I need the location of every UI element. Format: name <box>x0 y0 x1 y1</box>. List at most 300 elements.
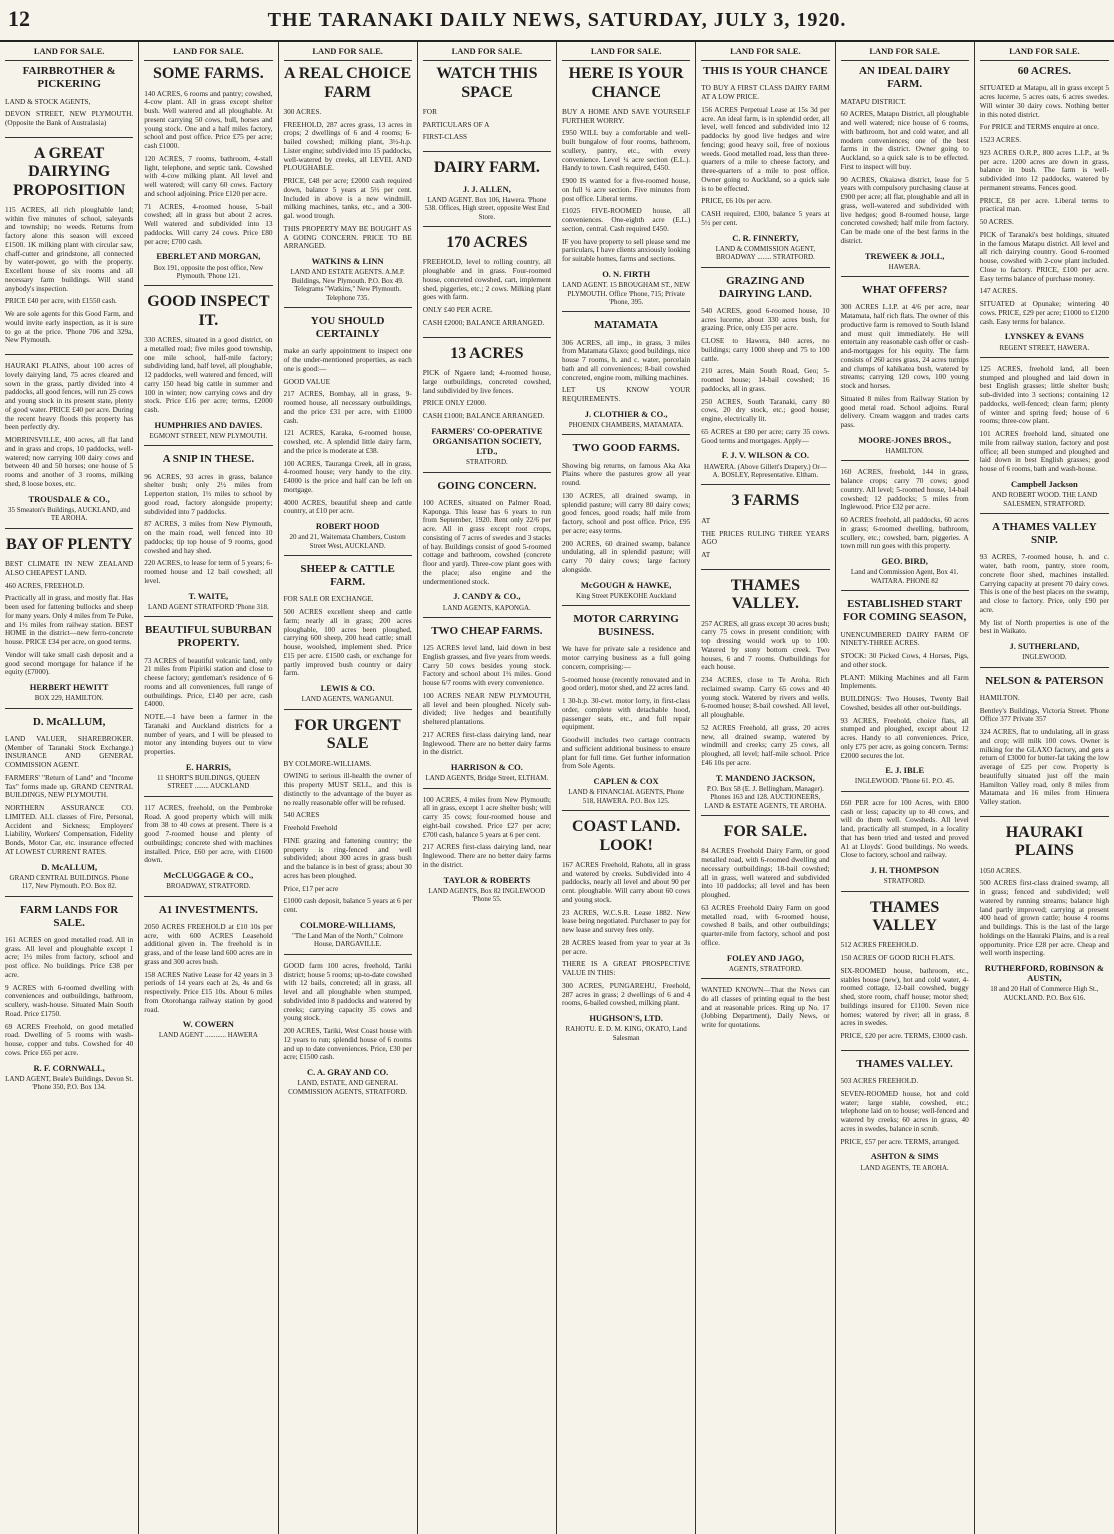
ad-title: FARM LANDS FOR SALE. <box>20 903 119 929</box>
advertisement <box>701 275 829 486</box>
ad-paragraph: 9 ACRES with 6-roomed dwelling with conveniences and outbuildings, bathroom, scullery, wash-house. Situated Main South Road. Price £1750. <box>5 982 134 1018</box>
ad-body <box>144 473 272 586</box>
ad-body <box>423 644 551 757</box>
ad-paragraph: 63 ACRES Freehold Dairy Farm on good metalled road, with 6-roomed house, cowshed 8 bails, and other outbuildings; quarter-mile from factory, school and post office. <box>701 902 830 947</box>
ad-paragraph: 1 30-h.p. 30-cwt. motor lorry, in first-class order, complete with detachable hood, passenger seats, etc., and full repair equipment. <box>562 696 691 732</box>
ad-paragraph: PLANT: Milking Machines and all Farm Implements. <box>840 672 969 691</box>
ad-paragraph: ONLY £40 PER ACRE. <box>422 305 493 315</box>
ad-agent-name: E. HARRIS, <box>185 761 231 772</box>
ad-paragraph: 120 ACRES, 7 rooms, bathroom, 4-stall light, telephone, and septic tank. Cowshed with 4-cow milking plant. All level and well watered; will carry 60 cows. Factory and school adjoining. Price £120 per acre. <box>144 153 273 198</box>
column-8 <box>975 42 1114 1534</box>
ad-paragraph: 23 ACRES, W.C.S.R. Lease 1882. New lease being negotiated. Purchaser to pay for new lease and survey fees only. <box>562 907 691 935</box>
advertisement <box>284 962 412 1101</box>
ad-paragraph: We have for private sale a residence and motor carrying business as a full going concern, comprising:— <box>562 644 691 671</box>
ad-contact: REGENT STREET, HAWERA. <box>999 343 1090 352</box>
newspaper-title: THE TARANAKI DAILY NEWS, SATURDAY, JULY 3, 1920. <box>267 8 847 31</box>
ad-body <box>5 560 133 677</box>
ad-paragraph: 200 ACRES, 60 drained swamp, balance undulating, all in splendid pasture; will carry 70 dairy cows; large factory alongside. <box>562 538 691 574</box>
ad-agent-name: RUTHERFORD, ROBINSON & AUSTIN, <box>984 963 1104 984</box>
advertisement <box>5 65 133 138</box>
ad-paragraph: 65 ACRES at £80 per acre; carry 35 cows. Good terms and mortgages. Apply— <box>701 426 830 445</box>
ad-agent-name: GEO. BIRD, <box>881 556 928 567</box>
ad-paragraph: FREEHOLD, 287 acres grass, 13 acres in crops; 2 dwellings of 6 and 4 rooms; 6-bailed cowshed; milking plant, 3½-h.p. Lister engine; subdivided into 15 paddocks, well-watered by creeks, all LEVEL AND PLOUGHABLE. <box>283 119 412 173</box>
ad-paragraph: £950 WILL buy a comfortable and well-built bungalow of four rooms, bathroom, scullery, pantry, etc., with every convenience. Level ¼ acre section (E.L.). Handy to town. Cash required, £450. <box>562 128 691 173</box>
ad-paragraph: SEVEN-ROOMED house, hot and cold water; large stable, cowshed, etc.; telephone laid on to house; well-fenced and watered by creeks; 60 acres in grass, 40 acres in swedes, balance in scrub. <box>840 1088 969 1133</box>
ad-contact: LAND AGENTS, WANGANUI. <box>301 695 394 704</box>
advertisement <box>701 986 829 1039</box>
ad-agent-name: TREWEEK & JOLL, <box>864 250 945 261</box>
ad-paragraph: UNENCUMBERED DAIRY FARM OF NINETY-THREE ACRES. <box>840 629 969 648</box>
ad-agent-name: J. SUTHERLAND, <box>1009 641 1080 652</box>
ad-body <box>5 936 133 1058</box>
advertisement <box>701 492 829 569</box>
ad-paragraph: NOTE.—I have been a farmer in the Taranaki and Auckland districts for a number of years, and I will be pleased to motor any intending buyers out to view properties. <box>144 712 273 757</box>
ad-body <box>423 796 551 870</box>
ad-paragraph: 540 ACRES, good 6-roomed house, 10 acres lucerne, about 330 acres bush, for grazing. Price, only £35 per acre. <box>701 305 830 333</box>
ad-body <box>144 657 272 757</box>
ad-paragraph: PICK of Taranaki's best holdings, situated in the famous Matapu district. All level and all rich dairying country. Good 6-roomed house, cowshed with 2-cow plant included. Close to factory. PRICE, £100 per acre. Easy terms balance of purchase money. <box>979 229 1109 283</box>
ad-paragraph: 60 ACRES, Matapu District, all ploughable and well watered; nice house of 6 rooms, with bathroom, hot and cold water, and all modern conveniences; one of the best farms in the district. Owner going to Auckland, so a quick sale is to be effected. First to inspect will buy. <box>840 109 969 171</box>
ad-body <box>841 303 969 430</box>
ad-paragraph: For PRICE and TERMS enquire at once. <box>979 122 1099 132</box>
ad-contact: Land and Commission Agent, Box 41. WAITARA. PHONE 82 <box>850 568 959 585</box>
ad-paragraph: Practically all in grass, and mostly flat. Has been used for fattening bullocks and sheep for many years. Only 4 miles from Te Puke, and 1½ miles from railway station. BEST HOME in the district—new ferro-concrete house. PRICE £34 per acre, on good terms. <box>5 593 134 647</box>
ad-paragraph: 460 ACRES, FREEHOLD. <box>5 580 85 590</box>
ad-paragraph: £60 PER acre for 100 Acres, with £800 cash or less; capacity up to 40 cows, and will do them well. Cowsheds. All level land, practically all stumped, in a locality that has been tried and tested and proved A1 at Lloyds'. Good buildings. No weeds. Close to factory, school and railway. <box>840 797 969 860</box>
ad-body <box>562 339 690 404</box>
ad-paragraph: Situated 8 miles from Railway Station by good metal road. School adjoins. Rural delivery. Cream waggon and trades carts pass. <box>840 393 969 430</box>
ad-agent-name: J. H. THOMPSON <box>870 865 940 876</box>
ad-title: A SNIP IN THESE. <box>162 453 255 466</box>
ad-agent-name: O. N. FIRTH <box>602 268 651 279</box>
ad-paragraph: LET US KNOW YOUR REQUIREMENTS. <box>562 385 691 404</box>
ad-contact: INGLEWOOD. 'Phone 61. P.O. 45. <box>854 777 955 786</box>
ad-body <box>841 468 969 551</box>
advertisement <box>5 536 133 709</box>
ad-paragraph: BEST CLIMATE IN NEW ZEALAND ALSO CHEAPEST LAND. <box>5 559 134 577</box>
ad-title: 60 ACRES. <box>1017 65 1071 78</box>
column-header: LAND FOR SALE. <box>701 44 829 61</box>
ad-paragraph: HAURAKI PLAINS, about 100 acres of lovely dairying land, 75 acres cleared and sown in the grass, partly divided into 4 paddocks, all good fences, will run 25 cows and young stock in its present state, plenty of good water. PRICE £40 per acre. During the recent heavy floods this property has been perfectly dry. <box>5 361 134 432</box>
ad-paragraph: 50 ACRES. <box>979 217 1014 227</box>
ad-body <box>701 307 829 446</box>
ad-paragraph: GOOD farm 100 acres, freehold, Tariki district; house 5 rooms; up-to-date cowshed with 12 bails, concreted; all in grass, all level and all ploughable when stumped, subdivided into 8 paddocks and watered by creeks; carrying capacity 35 cows and young stock. <box>283 960 412 1023</box>
ad-body <box>562 645 690 771</box>
ad-body <box>701 986 829 1030</box>
ad-agent-name: HARRISON & CO. <box>450 762 523 773</box>
ad-body <box>562 861 690 1008</box>
advertisement <box>562 613 690 811</box>
advertisement <box>423 625 551 789</box>
column-header: LAND FOR SALE. <box>841 44 969 61</box>
ad-title: THAMES VALLEY. <box>730 576 801 613</box>
ad-paragraph: 100 ACRES, Tauranga Creek, all in grass, 4-roomed house; very handy to the city. £4000 is the price and half can be left on mortgage. <box>283 458 412 494</box>
ad-title: D. McALLUM, <box>32 715 106 728</box>
ad-title: A1 INVESTMENTS. <box>158 903 258 916</box>
ad-paragraph: 210 acres, Main South Road, Geo; 5-roomed house; 14-bail cowshed; 16 paddocks, all in grass. <box>701 366 830 393</box>
ad-body <box>701 517 829 560</box>
advertisement <box>423 234 551 338</box>
ad-paragraph: THERE IS A GREAT PROSPECTIVE VALUE IN THIS: <box>562 959 691 978</box>
ad-title: GOING CONCERN. <box>437 479 537 492</box>
ad-paragraph: CASH required, £300, balance 5 years at 5½ per cent. <box>701 209 830 227</box>
ad-paragraph: My list of North properties is one of the best in Waikato. <box>979 617 1109 636</box>
ad-paragraph: PRICE ONLY £2000. <box>422 398 487 408</box>
ad-title: DAIRY FARM. <box>433 159 540 177</box>
ad-contact: AGENTS, STRATFORD. <box>728 964 802 973</box>
ad-paragraph: TO BUY A FIRST CLASS DAIRY FARM AT A LOW PRICE. <box>701 83 830 102</box>
advertisement <box>144 293 272 446</box>
ad-contact: Box 191, opposite the post office, New Plymouth. 'Phone 121. <box>153 263 264 280</box>
advertisement <box>5 716 133 897</box>
ad-agent-name: Campbell Jackson <box>1010 478 1078 489</box>
ad-body <box>701 620 829 768</box>
ad-title: WATCH THIS SPACE <box>436 65 538 101</box>
ad-body <box>980 694 1109 807</box>
advertisement <box>841 284 969 461</box>
column-header: LAND FOR SALE. <box>284 44 412 61</box>
ad-body <box>701 847 829 947</box>
ad-body <box>423 108 551 142</box>
ad-body <box>284 760 412 915</box>
ad-title: COAST LAND. LOOK! <box>572 818 681 854</box>
ad-contact: LAND AGENT. 15 BROUGHAM ST., NEW PLYMOUTH. Office 'Phone, 715; Private 'Phone, 395. <box>562 281 690 306</box>
advertisement <box>701 577 829 816</box>
ad-contact: AND ROBERT WOOD. THE LAND SALESMEN, STRATFORD. <box>991 491 1098 508</box>
advertisement <box>144 453 272 617</box>
ad-paragraph: THE PRICES RULING THREE YEARS AGO <box>701 528 830 547</box>
ad-paragraph: 2050 ACRES FREEHOLD at £10 10s per acre, with 600 ACRES Leasehold additional given in. The freehold is in grass, and of the lease land 600 acres are in grass and 300 acres bush. <box>144 921 273 966</box>
advertisement <box>841 598 969 792</box>
ad-body <box>144 923 272 1015</box>
ad-body <box>980 867 1109 959</box>
ad-paragraph: Goodwill includes two cartage contracts and sufficient additional business to ensure plant for full time. Get further information from Sole Agents. <box>562 735 691 771</box>
ad-paragraph: 73 ACRES of beautiful volcanic land, only 21 miles from Pipiriki station and close to cheese factory; gentleman's residence of 6 rooms and all conveniences, full range of outbuildings. Price, £140 per acre, cash £4000. <box>144 655 273 709</box>
ad-agent-name: CAPLEN & COX <box>593 776 659 787</box>
ad-paragraph: 158 ACRES Native Lease for 42 years in 3 periods of 14 years each at 2s, 4s and 6s respectively. Price £15 10s. About 6 miles from Otorohanga railway station by good road. <box>144 969 273 1014</box>
ad-agent-name: LEWIS & CO. <box>320 683 375 694</box>
ad-paragraph: CLOSE to Hawera, 840 acres, no buildings; carry 1000 sheep and 75 to 100 cattle. <box>701 336 830 363</box>
ad-paragraph: 330 ACRES, situated in a good district, on a metalled road; five miles good township, one mile school, half-mile factory; subdividing land, half level, all ploughable, 12 paddocks, well watered and fenced, will carry 150 head big cattle in summer and 100 in winter; now carrying cows and dry stock. Price £16 per acre; terms, £2000 cash. <box>144 335 273 415</box>
ad-contact: LAND AGENTS, Box 82 INGLEWOOD 'Phone 55. <box>428 886 546 904</box>
ad-paragraph: SIX-ROOMED house, bathroom, etc., stables house (new), hot and cold water, 4-roomed cottage, 12-bail cowshed, buggy shed, store room, chaff house; motor shed; buildings insured for £1100. Seven nice homes; watered by river; all in grass, 8 acres in swedes. <box>840 965 969 1028</box>
ad-body <box>423 369 551 421</box>
ad-paragraph: 306 ACRES, all imp., in grass, 3 miles from Matamata Glaxo; good buildings, nice house 7 rooms, h. and c. water, porcelain bath and all conveniences; 8-bail cowshed concreted, engine room, milking machines. <box>562 337 691 382</box>
ad-title: TWO CHEAP FARMS. <box>431 624 543 637</box>
ad-paragraph: 217 ACRES first-class dairying land, near Inglewood. There are no better dairy farms in the district. <box>422 842 551 869</box>
ad-paragraph: LAND VALUER, SHAREBROKER. (Member of Taranaki Stock Exchange.) INSURANCE AND GENERAL COMMISSION AGENT. <box>5 733 134 770</box>
ad-paragraph: MORRINSVILLE, 400 acres, all flat land and in grass and crops, 10 paddocks, well-watered; now carrying 100 dairy cows and between 40 and 50 horses; one house of 5 rooms and another of 3 rooms, milking shed, 8 loose boxes, etc. <box>5 435 134 488</box>
ad-paragraph: PRICE, £8 per acre. Liberal terms to practical man. <box>979 195 1109 214</box>
ad-contact: LAND AGENT, Beale's Buildings, Devon St. 'Phone 350, P.O. Box 134. <box>5 1074 134 1092</box>
ad-paragraph: 93 ACRES, Freehold, choice flats, all stumped and ploughed, except about 12 acres. Handy to all conveniences. Price, only £75 per acre, as going concern. Terms: £2000 secures the lot. <box>840 715 969 760</box>
ad-paragraph: 4000 ACRES, beautiful sheep and cattle country, at £10 per acre. <box>283 497 412 516</box>
ad-paragraph: 500 ACRES excellent sheep and cattle farm; nearly all in grass; 200 acres ploughable, 100 acres been ploughed, carrying 600 sheep, 200 head cattle; small house, woolshed, implement shed. Price £15 per acre. £1500 cash, or exchange for partly improved bush country or dairy farm. <box>283 607 412 678</box>
ad-paragraph: 140 ACRES, 6 rooms and pantry; cowshed, 4-cow plant. All in grass except shelter bush. Well watered and all ploughable. At present carrying 50 cows, bull, horses and young stock. One and a half miles factory, school and post office. Price £75 per acre; cash £1000. <box>144 88 273 151</box>
ad-body <box>284 108 412 251</box>
ad-paragraph: AT <box>701 515 711 525</box>
column-header: LAND FOR SALE. <box>562 44 690 61</box>
advertisement <box>701 65 829 267</box>
ad-paragraph: 115 ACRES, all rich ploughable land; within five minutes of school, saleyards and township; no weeds. Returns from factory alone this season will exceed £1500. 1K milking plant with circular saw, chaff-cutter and grindstone, all connected by water-power, go with the property. Excellent house of six rooms and all necessary farm buildings. Will stand anybody's inspection. <box>5 204 134 293</box>
advertisement <box>562 65 690 312</box>
advertisement <box>5 145 133 355</box>
ad-paragraph: 167 ACRES Freehold, Rahotu, all in grass and watered by creeks. Subdivided into 4 paddocks, nearly all level and about 90 per cent. ploughable. Will carry about 60 cows and young stock. <box>562 859 691 904</box>
ad-contact: 35 Smeaton's Buildings, AUCKLAND, and TE AROHA. <box>8 505 131 523</box>
ad-title: A GREAT DAIRYING PROPOSITION <box>13 144 126 199</box>
ad-contact: LAND AGENTS, Bridge Street, ELTHAM. <box>425 774 549 783</box>
ad-body <box>841 1077 969 1146</box>
ad-contact: STRATFORD. <box>883 877 926 886</box>
ad-contact: BOX 229, HAMILTON. <box>34 694 104 703</box>
ad-paragraph: We are sole agents for this Good Farm, and would invite early inspection, as it is sure to go at the price. 'Phone 706 and 329a, New Plymouth. <box>5 309 134 345</box>
ad-contact: RAHOTU. E. D. M. KING, OKATO, Land Salesman <box>565 1025 687 1042</box>
ad-body <box>841 799 969 860</box>
ad-paragraph: FIRST-CLASS <box>422 132 468 142</box>
ad-title: THIS IS YOUR CHANCE <box>703 65 828 78</box>
ad-contact: BROADWAY, STRATFORD. <box>166 882 251 891</box>
ad-agent-name: McCLUGGAGE & CO., <box>163 870 254 881</box>
ad-title: THAMES VALLEY. <box>856 1057 953 1070</box>
ad-paragraph: LAND & STOCK AGENTS, <box>5 96 91 106</box>
ad-paragraph: £900 IS wanted for a five-roomed house, on full ¼ acre section. Five minutes from post office. Liberal terms. <box>562 176 691 203</box>
ad-body <box>284 962 412 1062</box>
ad-paragraph: 300 ACRES L.I.P. at 4/6 per acre, near Matamata, half rich flats. The owner of this productive farm is removed to South Island and must quit immediately. He will entertain any reasonable cash offer or cash-and-mortgages for his equity. The farm consists of 260 acres grass, 24 acres turnips and clumps of kahikatea bush, watered by streams; carrying 120 cows, 100 young stock and horses. <box>840 302 969 391</box>
ad-agent-name: HUMPHRIES AND DAVIES. <box>154 419 263 430</box>
columns-container <box>0 42 1114 1534</box>
column-header: LAND FOR SALE. <box>980 44 1109 61</box>
ad-contact: 18 and 20 Hall of Commerce High St., AUCKLAND. P.O. Box 616. <box>990 985 1099 1002</box>
ad-contact: LAND AND ESTATE AGENTS. A.M.P. Buildings, New Plymouth. P.O. Box 49. Telegrams "Watkins," New Plymouth. Telephone 735. <box>290 268 405 302</box>
ad-body <box>980 365 1109 474</box>
ad-paragraph: 1523 ACRES. <box>979 135 1022 145</box>
ad-contact: LAND AGENT ............ HAWERA <box>158 1031 258 1040</box>
ad-title: A THAMES VALLEY SNIP. <box>992 520 1097 547</box>
ad-agent-name: J. J. ALLEN, <box>462 183 511 194</box>
ad-title: 3 FARMS <box>731 492 800 510</box>
ad-agent-name: ASHTON & SIMS <box>870 1151 939 1162</box>
ad-paragraph: WANTED KNOWN—That the News can do all classes of printing equal to the best and at reasonable prices. Ring up No. 17 (Jobbing Department), Daily News, or write for quotations. <box>701 985 830 1030</box>
ad-body <box>5 362 133 489</box>
ad-paragraph: 84 ACRES Freehold Dairy Farm, or good metalled road, with 6-roomed dwelling and necessary outbuildings; 18-bail cowshed; all in grass, well watered and subdivided into 10 paddocks; all level and has been ploughed. <box>701 846 830 900</box>
advertisement <box>701 823 829 979</box>
ad-body <box>841 631 969 761</box>
ad-agent-name: TAYLOR & ROBERTS <box>443 874 531 885</box>
ad-paragraph: FOR <box>422 106 437 116</box>
ad-agent-name: ROBERT HOOD <box>315 521 380 532</box>
ad-body <box>980 553 1109 636</box>
ad-title: YOU SHOULD CERTAINLY <box>310 314 385 341</box>
ad-title: ESTABLISHED START FOR COMING SEASON, <box>843 598 967 624</box>
ad-agent-name: F. J. V. WILSON & CO. <box>721 450 810 461</box>
ad-paragraph: FREEHOLD, level to rolling country, all ploughable and in grass. Four-roomed house, concreted cowshed, cart, implement shed, piggeries, etc.; 2 cows. Milking plant goes with farm. <box>422 257 551 302</box>
ad-title: HERE IS YOUR CHANCE <box>568 65 684 101</box>
ad-paragraph: 324 ACRES, flat to undulating, all in grass and crop; will milk 100 cows. Owner is milking for the GLAXO factory, and gets a return of £3000 for butter-fat taking the low average of £25 per cow. Property is beautifully situated just off the main Hamilton Valley road, only 8 miles from Matamata and 16 miles from Hinuera Valley station. <box>979 727 1109 807</box>
ad-title: NELSON & PATERSON <box>985 674 1104 687</box>
ad-title: FOR SALE. <box>723 822 808 840</box>
ad-paragraph: PRICE, £48 per acre; £2000 cash required down, balance 5 years at 5½ per cent. Included in above is a new windmill, milking machines, tanks, etc., and a 300-gal. wood trough. <box>283 176 412 221</box>
advertisement <box>284 315 412 556</box>
ad-paragraph: 300 ACRES. <box>283 106 322 116</box>
ad-paragraph: 220 ACRES, to lease for term of 5 years; 6-roomed house and 12 bail cowshed; all level. <box>144 558 273 585</box>
advertisement <box>144 904 272 1045</box>
ad-paragraph: PARTICULARS OF A <box>422 119 490 129</box>
ad-title: MOTOR CARRYING BUSINESS. <box>573 613 679 639</box>
ad-agent-name: T. MANDENO JACKSON, <box>715 772 815 783</box>
ad-contact: King Street PUKEKOHE Auckland <box>576 591 677 600</box>
ad-paragraph: AT <box>701 550 711 560</box>
ad-contact: LAND AGENTS, KAPONGA. <box>442 603 531 612</box>
ad-paragraph: 100 ACRES NEAR NEW PLYMOUTH, all level and been ploughed. Nicely sub-divided; live hedges and beautifully sheltered plantations. <box>422 690 551 727</box>
ad-body <box>423 258 551 327</box>
ad-paragraph: 500 ACRES first-class drained swamp, all in grass; fenced and subdivided; well watered by running streams; balance high land partly improved; carrying at present 400 head of grown cattle; house 4 rooms and buildings. This is the last of the large holdings on the Hauraki Plains, and is a real opportunity. Price £28 per acre. Cheap and well worth inspecting. <box>979 878 1109 958</box>
page-number: 12 <box>8 6 30 31</box>
ad-contact: 11 SHORT'S BUILDINGS, QUEEN STREET ........ AUCKLAND <box>156 773 260 791</box>
ad-paragraph: 93 ACRES, 7-roomed house, h. and c. water, bath room, pantry, store room, concrete floor shed, machines installed. Carrying capacity at present 70 dairy cows. This is one of the best places on the swamp, and close to factory. Price, only £90 per acre. <box>979 552 1109 614</box>
ad-body <box>5 206 133 345</box>
ad-contact: STRATFORD. <box>465 458 508 467</box>
ad-body <box>562 108 690 264</box>
ad-body <box>144 804 272 865</box>
ad-paragraph: 28 ACRES leased from year to year at 3s per acre. <box>562 937 691 956</box>
column-5 <box>557 42 696 1534</box>
advertisement <box>284 563 412 710</box>
ad-paragraph: NORTHERN ASSURANCE CO. LIMITED. ALL classes of Fire, Personal, Accident and Sickness; Employers' Liability, Workers' Compensation, Fidelity Bonds, Motor Car, etc. insurance effected AT LOWEST CURRENT RATES. <box>5 803 134 856</box>
advertisement <box>980 675 1109 817</box>
advertisement <box>562 442 690 606</box>
ad-paragraph: £1000 cash deposit, balance 5 years at 6 per cent. <box>283 896 412 915</box>
ad-agent-name: T. WAITE, <box>188 590 229 601</box>
ad-body <box>423 499 551 587</box>
ad-paragraph: PICK of Ngaere land; 4-roomed house, large outbuildings, concreted cowshed, land subdivided by live fences. <box>422 368 551 395</box>
advertisement <box>5 904 133 1097</box>
ad-paragraph: 125 ACRES, freehold land, all been stumped and ploughed and laid down in best English grasses; little shelter bush; sub-divided into 3 sections; containing 12 paddocks, well-fenced; clean farm; plenty of winter and spring feed; house of 6 rooms; three-cow plant. <box>979 363 1109 426</box>
advertisement <box>980 824 1109 1007</box>
ad-body <box>284 595 412 678</box>
ad-paragraph: MATAPU DISTRICT. <box>840 96 906 106</box>
ad-paragraph: 217 ACRES first-class dairying land, near Inglewood. There are no better dairy farms in the district. <box>422 729 551 757</box>
ad-paragraph: FINE grazing and fattening country; the property is ring-fenced and well subdivided; about 300 acres in grass bush and the balance is in best of grass; about 30 acres has been ploughed. <box>283 835 412 880</box>
ad-contact: "The Land Man of the North," Colmore House, DARGAVILLE. <box>291 931 404 949</box>
ad-agent-name: WATKINS & LINN <box>311 256 384 267</box>
ad-title: MATAMATA <box>594 319 659 332</box>
ad-paragraph: 121 ACRES, Karaka, 6-roomed house, cowshed, etc. A splendid little dairy farm, and the price is moderate at £38. <box>283 428 412 455</box>
ad-agent-name: McGOUGH & HAWKE, <box>580 579 672 590</box>
advertisement <box>144 65 272 286</box>
column-header: LAND FOR SALE. <box>5 44 133 61</box>
ad-body <box>841 941 969 1041</box>
ad-body <box>144 90 272 247</box>
ad-contact: LAND & COMMISSION AGENT, BROADWAY ........ STRATFORD. <box>715 244 816 262</box>
ad-agent-name: HUGHSON'S, LTD. <box>589 1013 663 1024</box>
ad-title: HAURAKI PLAINS <box>1005 823 1084 860</box>
ad-paragraph: Showing big returns, on famous Aka Aka Plains where the pastures grow all year round. <box>562 460 691 488</box>
ad-paragraph: 5-roomed house (recently renovated and in good order), motor shed, and 22 acres land. <box>562 674 691 693</box>
ad-paragraph: make an early appointment to inspect one of the under-mentioned properties, as each one is good:— <box>283 346 412 373</box>
ad-body <box>284 347 412 516</box>
advertisement <box>284 65 412 308</box>
ad-paragraph: 125 ACRES level land, laid down in best English grasses, and five years from weeds. Carry 50 cows besides young stock. Factory and school about 1½ miles. Good house 6/7 rooms with every convenience. <box>422 643 551 688</box>
advertisement <box>144 624 272 797</box>
ad-contact: GRAND CENTRAL BUILDINGS. Phone 117, New Plymouth. P.O. Box 82. <box>9 873 129 891</box>
ad-contact: LAND & FINANCIAL AGENTS, Phone 518, HAWERA. P.O. Box 125. <box>568 788 685 805</box>
advertisement <box>562 319 690 435</box>
advertisement <box>284 717 412 955</box>
ad-paragraph: 512 ACRES FREEHOLD. <box>840 940 919 950</box>
ad-paragraph: BY COLMORE-WILLIAMS. <box>283 758 372 768</box>
advertisement <box>980 65 1109 358</box>
ad-paragraph: GOOD VALUE <box>283 376 331 386</box>
ad-body <box>841 98 969 246</box>
ad-contact: P.O. Box 58 (E. J. Bellingham, Manager). Phones 163 and 128. AUCTIONEERS, LAND & ESTATE AGENTS, TE AROHA. <box>704 784 827 810</box>
ad-title: FOR URGENT SALE <box>294 716 401 753</box>
ad-contact: PHOENIX CHAMBERS, MATAMATA. <box>568 420 684 429</box>
ad-paragraph: 300 ACRES, PUNGAREHU, Freehold, 287 acres in grass; 2 dwellings of 6 and 4 rooms, 6-bailed cowshed, milking plant. <box>562 980 691 1008</box>
ad-paragraph: 257 ACRES, all grass except 30 acres bush; carry 75 cows in present condition; with top dressing would work up to 100. Watered by stony bottom creek. Two houses, 6 and 7 rooms. Outbuildings for each house. <box>701 618 830 672</box>
ad-contact: INGLEWOOD. <box>1022 653 1067 662</box>
advertisement <box>562 818 690 1047</box>
ad-contact: LAND AGENT STRATFORD 'Phone 318. <box>148 602 269 611</box>
ad-paragraph: 147 ACRES. <box>979 286 1018 296</box>
advertisement <box>5 362 133 528</box>
ad-paragraph: 161 ACRES on good metalled road. All in grass. All level and ploughable except 1 acre; 1½ miles from factory, school and post office. No buildings. Price £38 per acre. <box>5 934 134 979</box>
ad-body <box>144 336 272 415</box>
ad-contact: HAWERA. (Above Gillett's Drapery.) Or— A. BOSLEY, Representative. Eltham. <box>704 462 827 480</box>
advertisement <box>423 480 551 618</box>
ad-paragraph: Vendor will take small cash deposit and a good second mortgage for balance if he equity (£7000). <box>5 649 134 677</box>
ad-paragraph: 150 ACRES OF GOOD RICH FLATS. <box>840 953 955 963</box>
ad-paragraph: CASH £1000; BALANCE ARRANGED. <box>422 411 545 420</box>
advertisement <box>980 521 1109 668</box>
ad-paragraph: FOR SALE OR EXCHANGE. <box>283 594 374 604</box>
ad-agent-name: FARMERS' CO-OPERATIVE ORGANISATION SOCIETY, LTD., <box>431 425 543 457</box>
advertisement <box>841 899 969 1051</box>
ad-title: 170 ACRES <box>446 233 528 251</box>
ad-paragraph: 200 ACRES, Tariki, West Coast house with 12 years to run; splendid house of 6 rooms and up to date conveniences. Price, £30 per acre; £1500 cash. <box>283 1026 412 1062</box>
ad-title: GOOD INSPECT IT. <box>147 293 270 329</box>
column-4 <box>418 42 557 1534</box>
ad-paragraph: CASH £2000; BALANCE ARRANGED. <box>422 317 545 327</box>
ad-title: A REAL CHOICE FARM <box>284 65 412 101</box>
ad-paragraph: Freehold Freehold <box>283 823 338 833</box>
ad-paragraph: FARMERS' "Return of Land" and "Income Tax" forms made up. GRAND CENTRAL BUILDINGS, NEW PLYMOUTH. <box>5 772 134 800</box>
advertisement <box>841 468 969 591</box>
ad-paragraph: 52 ACRES Freehold, all grass, 20 acres new, all drained swamp, watered by windmill and creeks; carry 25 cows, all ploughed, all level; half-mile school. Price £46 10s per acre. <box>701 722 830 767</box>
advertisement <box>841 799 969 892</box>
ad-paragraph: OWING to serious ill-health the owner of this property MUST SELL, and this is distinctly to the advantage of the buyer as no really reasonable offer will be refused. <box>283 771 412 807</box>
column-6 <box>696 42 835 1534</box>
ad-contact: 20 and 21, Waitemata Chambers, Custom Street West, AUCKLAND. <box>289 533 406 550</box>
ad-title: 13 ACRES <box>450 344 524 362</box>
ad-paragraph: STOCK: 30 Picked Cows, 4 Horses, Pigs, and other stock. <box>840 651 969 669</box>
ad-paragraph: 101 ACRES freehold land, situated one mile from railway station, factory and post office; all been stumped and ploughed and laid down in best English grasses; good house of 6 rooms, bath and wash-house. <box>979 429 1109 474</box>
ad-paragraph: 69 ACRES Freehold, on good metalled road. Dwelling of 5 rooms with wash-house, copper and tubs. Cowshed for 40 cows. Price £65 per acre. <box>5 1021 134 1057</box>
ad-paragraph: PRICE, £6 10s per acre. <box>701 196 772 206</box>
ad-agent-name: TROUSDALE & CO., <box>28 493 110 504</box>
ad-paragraph: 90 ACRES, Okaiawa district, lease for 5 years with compulsory purchasing clause at £900 per acre; all flat, ploughable and all in grass, well-watered and subdivided with live hedges; good 8-roomed house, large concreted cowshed; half mile from factory. Can be made one of the best farms in the district. <box>840 174 969 245</box>
advertisement <box>423 796 551 909</box>
ad-body <box>5 98 133 128</box>
advertisement <box>423 159 551 227</box>
column-7 <box>836 42 975 1534</box>
advertisement <box>423 65 551 152</box>
ad-paragraph: Price, £17 per acre <box>283 883 339 893</box>
ad-title: BAY OF PLENTY <box>6 535 133 553</box>
ad-agent-name: MOORE-JONES BROS., <box>858 434 952 445</box>
ad-paragraph: 923 ACRES O.R.P., 800 acres L.I.P., at 9s per acre. 1200 acres are down in grass, balance in bush. The farm is well-subdivided into 12 paddocks, watered by permanent streams. Fences good. <box>979 147 1109 192</box>
ad-paragraph: 96 ACRES, 93 acres in grass, balance shelter bush; only 2½ miles from Lepperton station, 1½ miles to school by good road, factory alongside property; subdivided into 7 paddocks. <box>144 471 273 516</box>
ad-contact: LAND, ESTATE, AND GENERAL COMMISSION AGENTS, STRATFORD. <box>288 1079 408 1096</box>
